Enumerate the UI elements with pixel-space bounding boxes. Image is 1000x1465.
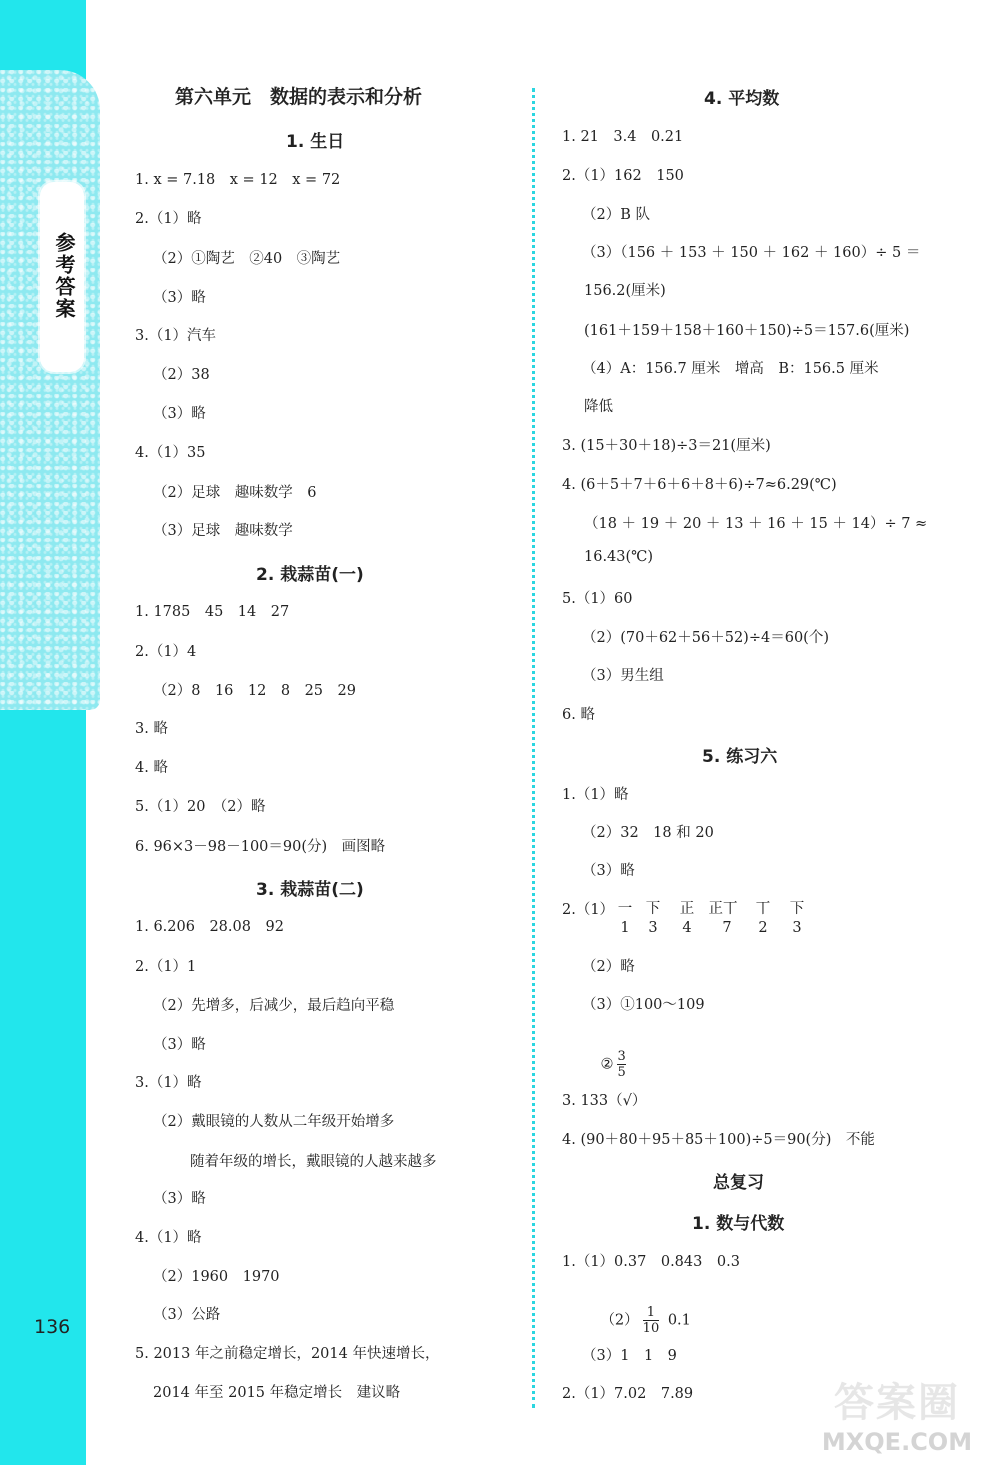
answer-line: 5.（1）60	[562, 591, 633, 607]
tally-count: 3	[792, 920, 802, 936]
section-title: 1. 数与代数	[692, 1214, 785, 1234]
answer-line: 4.（1）35	[135, 445, 206, 461]
sidebar-pattern	[0, 70, 100, 710]
fraction-numerator: 1	[646, 1305, 656, 1320]
fraction-denominator: 10	[642, 1321, 660, 1336]
answer-line: （2）32 18 和 20	[582, 825, 714, 841]
tally-mark: 正	[679, 901, 695, 917]
answer-marker: ②	[600, 1056, 614, 1073]
watermark-logo-text: 答案圈	[834, 1380, 960, 1426]
answer-line: (161＋159＋158＋160＋150)÷5＝157.6(厘米)	[584, 323, 910, 339]
answer-line: 2.（1）1	[135, 959, 197, 975]
reference-answer-label: 参考答案	[52, 232, 76, 320]
tally-mark: 丅	[755, 901, 771, 917]
answer-line: 3. (15＋30＋18)÷3＝21(厘米)	[562, 438, 771, 454]
review-title: 总复习	[713, 1173, 764, 1193]
section-title: 3. 栽蒜苗(二)	[256, 880, 364, 900]
unit-title: 第六单元 数据的表示和分析	[175, 86, 423, 108]
answer-line: 4. 略	[135, 760, 168, 776]
section-title: 1. 生日	[286, 132, 345, 152]
answer-line: （3）略	[153, 1191, 206, 1207]
answer-line: （3）①100～109	[582, 997, 705, 1013]
answer-line: （3）略	[153, 290, 206, 306]
tally-count: 2	[758, 920, 768, 936]
answer-line: （2）略	[582, 959, 635, 975]
answer-line: 2.（1）4	[135, 644, 197, 660]
answer-line: 降低	[584, 399, 613, 415]
answer-line: （3）略	[582, 863, 635, 879]
answer-line: （3）公路	[153, 1307, 221, 1323]
answer-line: （3）1 1 9	[582, 1348, 677, 1364]
answer-line: 4. (6＋5＋7＋6＋6＋8＋6)÷7≈6.29(℃)	[562, 477, 837, 493]
tally-mark: 下	[789, 901, 805, 917]
answer-line: （2）戴眼镜的人数从二年级开始增多	[153, 1114, 395, 1130]
answer-line: 6. 略	[562, 707, 595, 723]
answer-line: 16.43(℃)	[584, 549, 654, 565]
answer-line: 4.（1）略	[135, 1230, 202, 1246]
fraction-numerator: 3	[617, 1049, 626, 1064]
answer-line: （3）略	[153, 406, 206, 422]
fraction-answer	[582, 1289, 691, 1352]
answer-line: 5.（1）20 （2）略	[135, 799, 266, 815]
tally-count: 4	[682, 920, 692, 936]
tally-count: 3	[648, 920, 658, 936]
section-title: 4. 平均数	[704, 89, 780, 109]
fraction	[617, 1049, 625, 1080]
fraction	[643, 1305, 660, 1336]
answer-line: 1. 21 3.4 0.21	[562, 129, 684, 145]
answer-line: 2014 年至 2015 年稳定增长 建议略	[153, 1385, 401, 1401]
watermark	[802, 1371, 992, 1457]
answer-line: 2.（1）略	[135, 211, 202, 227]
column-divider	[532, 88, 535, 1408]
tally-count: 7	[722, 920, 732, 936]
answer-line: 1. 6.206 28.08 92	[135, 919, 284, 935]
answer-line: 1.（1）0.37 0.843 0.3	[562, 1254, 740, 1270]
answer-value: 0.1	[667, 1312, 691, 1329]
section-title: 5. 练习六	[702, 747, 778, 767]
answer-line: （2）(70＋62＋56＋52)÷4＝60(个)	[582, 630, 829, 646]
answer-line: （3）略	[153, 1037, 206, 1053]
answer-line: 3. 133（√）	[562, 1093, 647, 1109]
answer-line: 1. 1785 45 14 27	[135, 604, 290, 620]
answer-line: 5. 2013 年之前稳定增长，2014 年快速增长，	[135, 1346, 440, 1362]
answer-line: 4. (90＋80＋95＋85＋100)÷5＝90(分) 不能	[562, 1132, 875, 1148]
answer-line: （2）38	[153, 367, 210, 383]
section-title: 2. 栽蒜苗(一)	[256, 565, 364, 585]
answer-line: （2）1960 1970	[153, 1269, 280, 1285]
answer-line: （2）先增多，后减少，最后趋向平稳	[153, 998, 395, 1014]
answer-line: （2）B 队	[582, 207, 650, 223]
page-number: 136	[34, 1316, 71, 1338]
answer-line: 6. 96×3－98－100＝90(分) 画图略	[135, 839, 386, 855]
fraction-denominator: 5	[617, 1065, 626, 1080]
answer-line: 3. 略	[135, 721, 168, 737]
answer-line: 3.（1）汽车	[135, 328, 217, 344]
answer-marker: （2）	[600, 1312, 639, 1329]
answer-line: （3）（156 ＋ 153 ＋ 150 ＋ 162 ＋ 160）÷ 5 ＝	[582, 245, 921, 261]
tally-mark: 一	[617, 901, 633, 917]
tally-mark: 下	[645, 901, 661, 917]
answer-line: 随着年级的增长，戴眼镜的人越来越多	[190, 1154, 437, 1170]
answer-line: 2.（1）	[562, 902, 615, 918]
answer-line: （3）男生组	[582, 668, 664, 684]
tally-mark: 正丅	[708, 901, 738, 917]
answer-line: 1.（1）略	[562, 787, 629, 803]
answer-line: （2）8 16 12 8 25 29	[153, 683, 356, 699]
tally-count: 1	[620, 920, 630, 936]
answer-line: 1. x = 7.18 x = 12 x = 72	[135, 172, 341, 188]
answer-line: 3.（1）略	[135, 1075, 202, 1091]
answer-line: （2）①陶艺 ②40 ③陶艺	[153, 251, 341, 267]
answer-line: 2.（1）7.02 7.89	[562, 1386, 694, 1402]
answer-line: （2）足球 趣味数学 6	[153, 485, 317, 501]
answer-line: 156.2(厘米)	[584, 283, 666, 299]
watermark-url: MXQE.COM	[821, 1428, 973, 1456]
answer-line: （4）A：156.7 厘米 增高 B：156.5 厘米	[582, 361, 879, 377]
answer-line: （3）足球 趣味数学	[153, 523, 293, 539]
answer-line: （18 ＋ 19 ＋ 20 ＋ 13 ＋ 16 ＋ 15 ＋ 14）÷ 7 ≈	[584, 516, 928, 532]
fraction-answer	[582, 1033, 630, 1096]
answer-line: 2.（1）162 150	[562, 168, 684, 184]
